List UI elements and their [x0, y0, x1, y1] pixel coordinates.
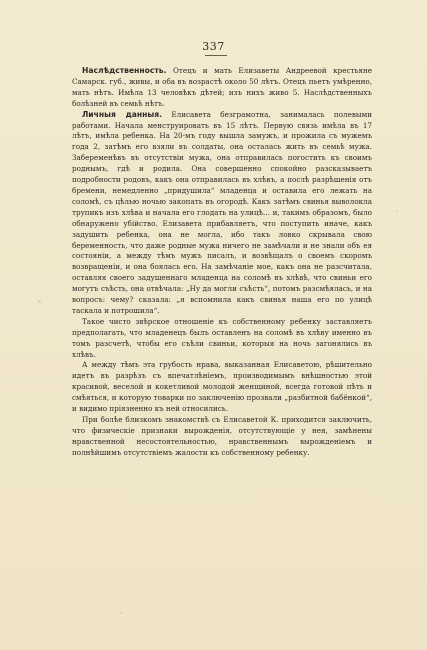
paragraph-text: Елисавета безграмотна, занималась полевыми работами. Начала менструировать въ 15 лѣтъ. Первую связь имѣла въ 17 лѣтъ, имѣла ребенка. На 20-мъ году вышла замужъ, и прожила съ мужемъ года 2, затѣмъ его взяли въ солдаты, она осталась жить въ семьѣ мужа. Забеременѣвъ въ отсутствіи мужа, она отправилась погостить къ своимъ роднымъ, гдѣ и родила. Она совершенно спокойно разсказываетъ подробности родовъ, какъ она отправилась въ хлѣвъ, а послѣ разрѣшенія отъ бремени, немедленно „придушила“ младенца и оставила его лежать на соломѣ, съ цѣлью ночью закопать въ огородѣ. Какъ затѣмъ свинья выволокла трупикъ изъ хлѣва и начала его глодать на улицѣ… и, такимъ образомъ, было обнаружено убійство. Елизавета прибавляетъ, что поступить иначе, какъ задушить ребенка, она не могла, ибо такъ ловко скрывала свою беременность, что даже родные мужа ничего не замѣчали и не знали объ ея состояніи, а между тѣмъ мужъ писалъ, и возвѣщалъ о своемъ скоромъ возвращеніи, и она боялась его. На замѣчаніе мое, какъ она не разсчитала, оставляя своего задушеннаго младенца на соломѣ въ хлѣвѣ, что свиньи его могутъ съѣсть, она отвѣчала: „Ну да могли съѣсть“, потомъ разсмѣялась, и на вопросъ: чему? сказала: „я вспомнила какъ свинья наша его по улицѣ таскала и потрошила“. [72, 109, 372, 315]
paragraph-personal-data [72, 110, 372, 317]
paragraph-conclusion [72, 415, 372, 459]
paragraph-text: При болѣе близкомъ знакомствѣ съ Елисаветой К. приходится заключить, что физическіе признаки вырожденія, отсутствующіе у нея, замѣнены нравственной несостоятельностью, нравственнымъ вырожденіемъ и полнѣйшимъ отсутствіемъ жалости къ собственному ребенку. [72, 415, 372, 457]
paper-speck [38, 300, 41, 303]
page-number: 337 [202, 40, 225, 53]
paragraph-appearance [72, 360, 372, 415]
paragraph-text: Отецъ и мать Елизаветы Андреевой крестьяне Самарск. губ., живы, и оба въ возрастѣ около 50 лѣтъ. Отецъ пьетъ умѣренно, мать нѣтъ. Имѣла 13 человѣкъ дѣтей; изъ нихъ живо 5. Наслѣдственныхъ болѣзней въ семьѣ нѣтъ. [72, 66, 372, 108]
heading-personal-data: Личныя данныя. [82, 109, 162, 119]
paragraph-attitude [72, 317, 372, 361]
paragraph-text: А между тѣмъ эта грубость нрава, выказанная Елисаветою, рѣшительно идетъ въ разрѣзъ съ впечатлѣніемъ, производимымъ внѣшностью этой красивой, веселой и кокетливой молодой женщиной, всегда готовой пѣть и смѣяться, и которую товарки по заключенію прозвали „разбитной бабёнкой“, и видимо пріязненно къ ней относились. [72, 360, 372, 414]
page-body [72, 66, 372, 459]
page-number-rule [205, 55, 227, 56]
heading-heredity: Наслѣдственность. [82, 66, 167, 75]
paragraph-heredity [72, 66, 372, 110]
paper-speck [120, 612, 122, 614]
paragraph-text: Такое чисто звѣрское отношеніе къ собственному ребенку заставляетъ предполагать, что младенецъ былъ оставленъ на соломѣ въ хлѣву именно въ томъ разсчетѣ, чтобы его съѣли свиньи, которыя на ночь загонялись въ хлѣвъ. [72, 316, 372, 359]
paper-speck [396, 210, 398, 212]
